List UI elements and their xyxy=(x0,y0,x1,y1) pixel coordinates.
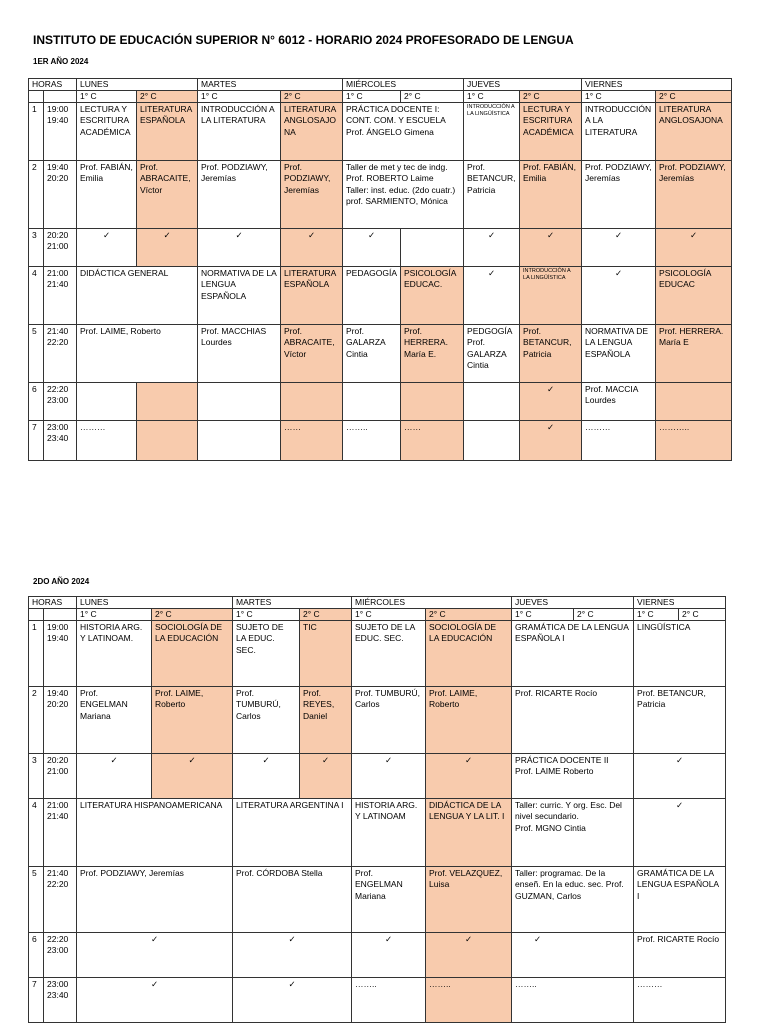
table-row xyxy=(29,754,726,799)
course-1-header: 1° C xyxy=(352,609,426,621)
empty-cell xyxy=(464,383,520,421)
row-time: 19:40 20:20 xyxy=(44,687,77,754)
teacher-cell: PEDGOGÍA Prof. GALARZA Cintia xyxy=(464,325,520,383)
empty-cell xyxy=(401,229,464,267)
check-mark: ✓ xyxy=(152,754,233,799)
subject-text-small: INTRODUCCIÓN A LA LINGÜÍSTICA xyxy=(523,268,571,281)
day-header-lunes: LUNES xyxy=(77,597,233,609)
check-mark: ✓ xyxy=(137,229,198,267)
row-time: 22:20 23:00 xyxy=(44,933,77,978)
row-time: 21:40 22:20 xyxy=(44,325,77,383)
row-time: 20:20 21:00 xyxy=(44,229,77,267)
subject-cell: DIDÁCTICA DE LA LENGUA Y LA LIT. I xyxy=(426,799,512,867)
teacher-cell: Prof. ENGELMAN Mariana xyxy=(77,687,152,754)
teacher-cell: Prof. TUMBURÚ, Carlos xyxy=(233,687,300,754)
day-header-jueves: JUEVES xyxy=(464,79,582,91)
teacher-cell: Prof. RICARTE Rocío xyxy=(634,933,726,978)
course-2-header: 2° C xyxy=(574,609,634,621)
table-row xyxy=(29,978,726,1023)
row-time: 23:00 23:40 xyxy=(44,421,77,461)
table-row xyxy=(29,621,726,687)
course-1-header: 1° C xyxy=(512,609,574,621)
day-header-jueves: JUEVES xyxy=(512,597,634,609)
placeholder-dots: …… xyxy=(281,421,343,461)
subject-cell: PRÁCTICA DOCENTE II Prof. LAIME Roberto xyxy=(512,754,634,799)
subject-cell: DIDÁCTICA GENERAL xyxy=(77,267,198,325)
subject-cell xyxy=(520,267,582,325)
subject-cell: SOCIOLOGÍA DE LA EDUCACIÓN xyxy=(152,621,233,687)
teacher-cell: Prof. MACCHIAS Lourdes xyxy=(198,325,281,383)
subject-cell: LITERATURA ESPAÑOLA xyxy=(281,267,343,325)
teacher-cell: NORMATIVA DE LA LENGUA ESPAÑOLA xyxy=(582,325,656,383)
subject-cell: INTRODUCCIÓN A LA LITERATURA xyxy=(198,103,281,161)
course-header-row xyxy=(29,91,732,103)
row-number: 4 xyxy=(29,267,44,325)
year2-label: 2DO AÑO 2024 xyxy=(33,577,90,586)
teacher-cell: Prof. LAIME, Roberto xyxy=(426,687,512,754)
row-number: 7 xyxy=(29,978,44,1023)
row-number: 3 xyxy=(29,754,44,799)
check-mark: ✓ xyxy=(77,229,137,267)
check-mark: ✓ xyxy=(233,754,300,799)
row-number: 1 xyxy=(29,103,44,161)
table-row xyxy=(29,325,732,383)
teacher-cell: Prof. MACCIA Lourdes xyxy=(582,383,656,421)
teacher-cell: Prof. LAIME, Roberto xyxy=(152,687,233,754)
row-number: 6 xyxy=(29,933,44,978)
placeholder-dots: ……….. xyxy=(656,421,732,461)
subject-cell: INTRODUCCIÓN A LA LITERATURA xyxy=(582,103,656,161)
subject-cell: HISTORIA ARG. Y LATINOAM. xyxy=(77,621,152,687)
check-mark: ✓ xyxy=(233,978,352,1023)
teacher-cell: Prof. CÓRDOBA Stella xyxy=(233,867,352,933)
teacher-cell: Prof. PODZIAWY, Jeremías xyxy=(281,161,343,229)
check-mark: ✓ xyxy=(77,754,152,799)
course-header-row xyxy=(29,609,726,621)
check-mark: ✓ xyxy=(520,229,582,267)
empty-cell xyxy=(656,383,732,421)
check-mark: ✓ xyxy=(233,933,352,978)
header-row xyxy=(29,597,726,609)
check-mark: ✓ xyxy=(198,229,281,267)
subject-cell: GRAMÁTICA DE LA LENGUA ESPAÑOLA I xyxy=(634,867,726,933)
check-mark: ✓ xyxy=(520,421,582,461)
empty-cell xyxy=(401,383,464,421)
teacher-cell: Prof. PODZIAWY, Jeremías xyxy=(656,161,732,229)
course-2-header: 2° C xyxy=(300,609,352,621)
row-number: 2 xyxy=(29,687,44,754)
blank-cell xyxy=(44,91,77,103)
horas-header: HORAS xyxy=(29,79,77,91)
course-2-header: 2° C xyxy=(152,609,233,621)
subject-cell: LITERATURA ANGLOSAJO NA xyxy=(281,103,343,161)
teacher-cell: Prof. HERRERA. María E xyxy=(656,325,732,383)
teacher-cell: Prof. BETANCUR, Patricia xyxy=(520,325,582,383)
check-mark: ✓ xyxy=(300,754,352,799)
placeholder-dots: …….. xyxy=(352,978,426,1023)
row-number: 5 xyxy=(29,867,44,933)
row-time: 21:00 21:40 xyxy=(44,267,77,325)
teacher-cell: Taller: programac. De la enseñ. En la educ. sec. Prof. GUZMAN, Carlos xyxy=(512,867,634,933)
subject-cell: LITERATURA ARGENTINA I xyxy=(233,799,352,867)
check-mark: ✓ xyxy=(634,754,726,799)
course-1-header: 1° C xyxy=(77,91,137,103)
teacher-cell: Prof. PODZIAWY, Jeremías xyxy=(582,161,656,229)
teacher-cell: Prof. FABIÁN, Emilia xyxy=(77,161,137,229)
row-time: 22:20 23:00 xyxy=(44,383,77,421)
subject-cell: LITERATURA ESPAÑOLA xyxy=(137,103,198,161)
blank-cell xyxy=(29,91,44,103)
subject-cell: SOCIOLOGÍA DE LA EDUCACIÓN xyxy=(426,621,512,687)
teacher-cell: Prof. PODZIAWY, Jeremías xyxy=(77,867,233,933)
row-time: 21:40 22:20 xyxy=(44,867,77,933)
year1-schedule-table xyxy=(28,78,732,461)
check-mark: ✓ xyxy=(520,383,582,421)
table-row xyxy=(29,229,732,267)
course-1-header: 1° C xyxy=(634,609,679,621)
teacher-cell: Prof. RICARTE Rocío xyxy=(512,687,634,754)
check-mark: ✓ xyxy=(634,799,726,867)
empty-cell xyxy=(77,383,137,421)
course-1-header: 1° C xyxy=(343,91,401,103)
blank-cell xyxy=(44,609,77,621)
course-1-header: 1° C xyxy=(77,609,152,621)
day-header-martes: MARTES xyxy=(198,79,343,91)
course-2-header: 2° C xyxy=(137,91,198,103)
placeholder-dots: …… xyxy=(401,421,464,461)
subject-cell: HISTORIA ARG. Y LATINOAM xyxy=(352,799,426,867)
placeholder-dots: …….. xyxy=(343,421,401,461)
row-time: 23:00 23:40 xyxy=(44,978,77,1023)
check-mark: ✓ xyxy=(582,267,656,325)
year1-label: 1ER AÑO 2024 xyxy=(33,57,89,66)
teacher-cell: Prof. HERRERA. María E. xyxy=(401,325,464,383)
empty-cell xyxy=(464,421,520,461)
course-2-header: 2° C xyxy=(281,91,343,103)
teacher-cell: Prof. PODZIAWY, Jeremías xyxy=(198,161,281,229)
row-time: 19:00 19:40 xyxy=(44,103,77,161)
subject-cell: SUJETO DE LA EDUC. SEC. xyxy=(233,621,300,687)
row-number: 3 xyxy=(29,229,44,267)
check-mark: ✓ xyxy=(426,754,512,799)
teacher-cell: Prof. VELAZQUEZ, Luisa xyxy=(426,867,512,933)
subject-cell: LINGÜÍSTICA xyxy=(634,621,726,687)
course-2-header: 2° C xyxy=(679,609,726,621)
subject-cell: PSICOLOGÍA EDUCAC. xyxy=(401,267,464,325)
teacher-cell: Prof. TUMBURÚ, Carlos xyxy=(352,687,426,754)
day-header-viernes: VIERNES xyxy=(582,79,732,91)
course-1-header: 1° C xyxy=(464,91,520,103)
row-time: 21:00 21:40 xyxy=(44,799,77,867)
check-mark: ✓ xyxy=(343,229,401,267)
table-row xyxy=(29,383,732,421)
document-title: INSTITUTO DE EDUCACIÓN SUPERIOR N° 6012 - HORARIO 2024 PROFESORADO DE LENGUA xyxy=(33,33,574,47)
check-mark: ✓ xyxy=(352,754,426,799)
empty-cell xyxy=(137,421,198,461)
teacher-cell: Prof. ABRACAITE, Víctor xyxy=(281,325,343,383)
check-mark: ✓ xyxy=(77,933,233,978)
day-header-miercoles: MIÉRCOLES xyxy=(352,597,512,609)
subject-text-small: INTRODUCCIÓN A LA LINGÜÍSTICA xyxy=(467,104,515,117)
blank-cell xyxy=(29,609,44,621)
teacher-cell: Prof. BETANCUR, Patricia xyxy=(634,687,726,754)
subject-cell: LECTURA Y ESCRITURA ACADÉMICA xyxy=(520,103,582,161)
placeholder-dots: …….. xyxy=(426,978,512,1023)
teacher-cell: Prof. REYES, Daniel xyxy=(300,687,352,754)
table-row xyxy=(29,161,732,229)
teacher-cell: Taller de met y tec de indg. Prof. ROBERTO Laime Taller: inst. educ. (2do cuatr.) prof. SARMIENTO, Mónica xyxy=(343,161,464,229)
subject-cell: GRAMÁTICA DE LA LENGUA ESPAÑOLA I xyxy=(512,621,634,687)
subject-cell: LITERATURA HISPANOAMERICANA xyxy=(77,799,233,867)
check-mark: ✓ xyxy=(464,267,520,325)
teacher-cell: Prof. GALARZA Cintia xyxy=(343,325,401,383)
course-1-header: 1° C xyxy=(233,609,300,621)
horas-header: HORAS xyxy=(29,597,77,609)
year2-schedule-table xyxy=(28,596,726,1023)
subject-cell: Taller: curric. Y org. Esc. Del nivel secundario. Prof. MGNO Cintia xyxy=(512,799,634,867)
placeholder-dots: ……… xyxy=(634,978,726,1023)
placeholder-dots: ……… xyxy=(77,421,137,461)
course-2-header: 2° C xyxy=(520,91,582,103)
day-header-viernes: VIERNES xyxy=(634,597,726,609)
row-time: 19:00 19:40 xyxy=(44,621,77,687)
day-header-miercoles: MIÉRCOLES xyxy=(343,79,464,91)
day-header-lunes: LUNES xyxy=(77,79,198,91)
teacher-cell: Prof. BETANCUR, Patricia xyxy=(464,161,520,229)
table-row xyxy=(29,867,726,933)
row-number: 7 xyxy=(29,421,44,461)
check-mark: ✓ xyxy=(352,933,426,978)
row-time: 19:40 20:20 xyxy=(44,161,77,229)
row-time: 20:20 21:00 xyxy=(44,754,77,799)
teacher-cell: Prof. LAIME, Roberto xyxy=(77,325,198,383)
day-header-martes: MARTES xyxy=(233,597,352,609)
table-row xyxy=(29,799,726,867)
row-number: 2 xyxy=(29,161,44,229)
check-mark: ✓ xyxy=(77,978,233,1023)
row-number: 4 xyxy=(29,799,44,867)
table-row xyxy=(29,421,732,461)
subject-cell: PRÁCTICA DOCENTE I: CONT. COM. Y ESCUELA Prof. ÁNGELO Gimena xyxy=(343,103,464,161)
subject-cell: NORMATIVA DE LA LENGUA ESPAÑOLA xyxy=(198,267,281,325)
course-2-header: 2° C xyxy=(401,91,464,103)
subject-cell: PSICOLOGÍA EDUCAC xyxy=(656,267,732,325)
placeholder-dots: ……… xyxy=(582,421,656,461)
check-mark: ✓ xyxy=(582,229,656,267)
row-number: 6 xyxy=(29,383,44,421)
check-mark: ✓ xyxy=(656,229,732,267)
teacher-cell: Prof. FABIÁN, Emilia xyxy=(520,161,582,229)
table-row xyxy=(29,933,726,978)
course-2-header: 2° C xyxy=(426,609,512,621)
empty-cell xyxy=(281,383,343,421)
course-1-header: 1° C xyxy=(582,91,656,103)
subject-cell: SUJETO DE LA EDUC. SEC. xyxy=(352,621,426,687)
subject-cell: TIC xyxy=(300,621,352,687)
placeholder-dots: …….. xyxy=(512,978,634,1023)
header-row xyxy=(29,79,732,91)
empty-cell xyxy=(198,421,281,461)
teacher-cell: Prof. ABRACAITE, Víctor xyxy=(137,161,198,229)
subject-cell: PEDAGOGÍA xyxy=(343,267,401,325)
row-number: 5 xyxy=(29,325,44,383)
table-row xyxy=(29,267,732,325)
check-mark: ✓ xyxy=(426,933,512,978)
table-row xyxy=(29,103,732,161)
row-number: 1 xyxy=(29,621,44,687)
subject-cell xyxy=(464,103,520,161)
check-mark: ✓ xyxy=(281,229,343,267)
empty-cell xyxy=(198,383,281,421)
check-mark: ✓ xyxy=(512,933,634,978)
subject-cell: LITERATURA ANGLOSAJONA xyxy=(656,103,732,161)
empty-cell xyxy=(137,383,198,421)
course-2-header: 2° C xyxy=(656,91,732,103)
subject-cell: LECTURA Y ESCRITURA ACADÉMICA xyxy=(77,103,137,161)
table-row xyxy=(29,687,726,754)
teacher-cell: Prof. ENGELMAN Mariana xyxy=(352,867,426,933)
check-mark: ✓ xyxy=(464,229,520,267)
course-1-header: 1° C xyxy=(198,91,281,103)
empty-cell xyxy=(343,383,401,421)
